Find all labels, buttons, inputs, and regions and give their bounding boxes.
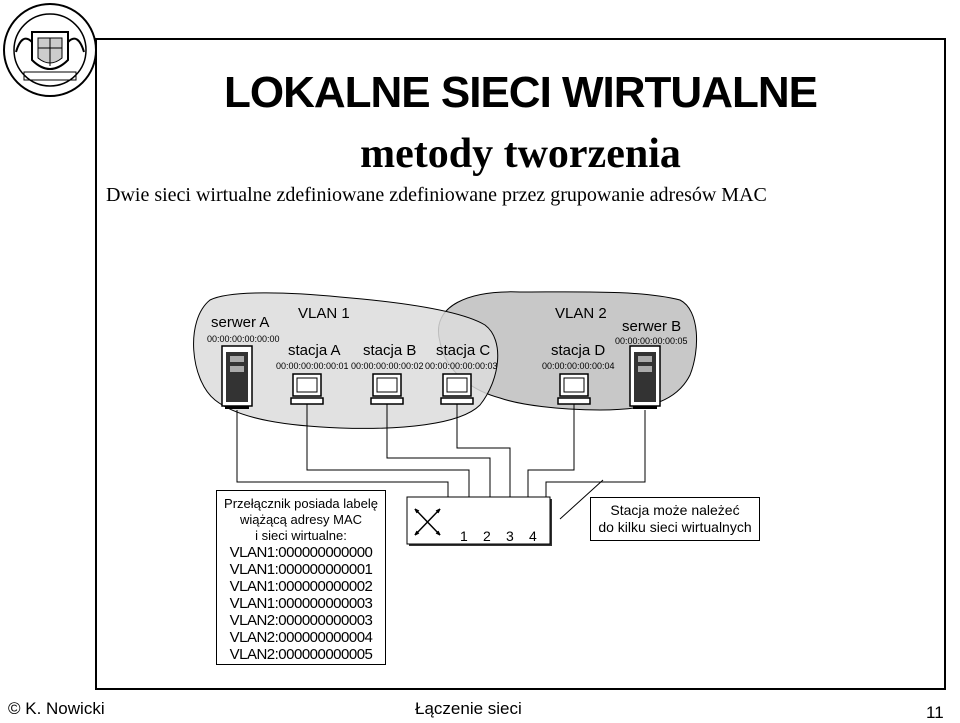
switch-port: 1 <box>460 528 468 544</box>
note-box <box>590 497 760 541</box>
note-line: do kilku sieci wirtualnych <box>598 519 752 535</box>
node-name: serwer A <box>211 314 270 331</box>
node-mac: 00:00:00:00:00:02 <box>351 361 424 371</box>
page-description: Dwie sieci wirtualne zdefiniowane zdefiniowane przez grupowanie adresów MAC <box>106 184 767 206</box>
node-name: stacja D <box>551 342 606 359</box>
node-mac: 00:00:00:00:00:04 <box>542 361 615 371</box>
switch-port: 3 <box>506 528 514 544</box>
node-mac: 00:00:00:00:00:01 <box>276 361 349 371</box>
switch-port: 2 <box>483 528 491 544</box>
node-name: stacja C <box>436 342 491 359</box>
footer-course: Łączenie sieci <box>415 699 522 718</box>
node-mac: 00:00:00:00:00:05 <box>615 336 688 346</box>
page-subtitle: metody tworzenia <box>360 131 681 177</box>
node-mac: 00:00:00:00:00:03 <box>425 361 498 371</box>
node-mac: 00:00:00:00:00:00 <box>207 334 280 344</box>
table-entry: VLAN1:000000000002 <box>229 578 373 595</box>
workstation-b-icon <box>371 374 403 404</box>
workstation-d-icon <box>558 374 590 404</box>
table-heading-line: Przełącznik posiada labelę <box>224 496 378 511</box>
note-line: Stacja może należeć <box>610 502 740 518</box>
vlan1-label: VLAN 1 <box>298 305 350 322</box>
footer-author: © K. Nowicki <box>8 699 105 718</box>
node-name: stacja A <box>288 342 341 359</box>
node-name: serwer B <box>622 318 682 335</box>
footer-page-number: 11 <box>926 703 944 722</box>
table-entry: VLAN1:000000000003 <box>229 595 373 612</box>
vlan2-label: VLAN 2 <box>555 305 607 322</box>
table-heading-line: wiążącą adresy MAC <box>239 512 363 527</box>
table-heading-line: i sieci wirtualne: <box>255 528 347 543</box>
server-b-icon <box>630 346 660 409</box>
mac-vlan-table <box>216 490 386 665</box>
table-entry: VLAN2:000000000004 <box>229 629 373 646</box>
table-entry: VLAN2:000000000005 <box>229 646 373 663</box>
workstation-a-icon <box>291 374 323 404</box>
page-title: LOKALNE SIECI WIRTUALNE <box>224 68 817 117</box>
switch-port: 4 <box>529 528 537 544</box>
table-entry: VLAN2:000000000003 <box>229 612 373 629</box>
table-entry: VLAN1:000000000000 <box>229 544 373 561</box>
workstation-c-icon <box>441 374 473 404</box>
node-name: stacja B <box>363 342 417 359</box>
server-a-icon <box>222 346 252 409</box>
table-entry: VLAN1:000000000001 <box>229 561 373 578</box>
